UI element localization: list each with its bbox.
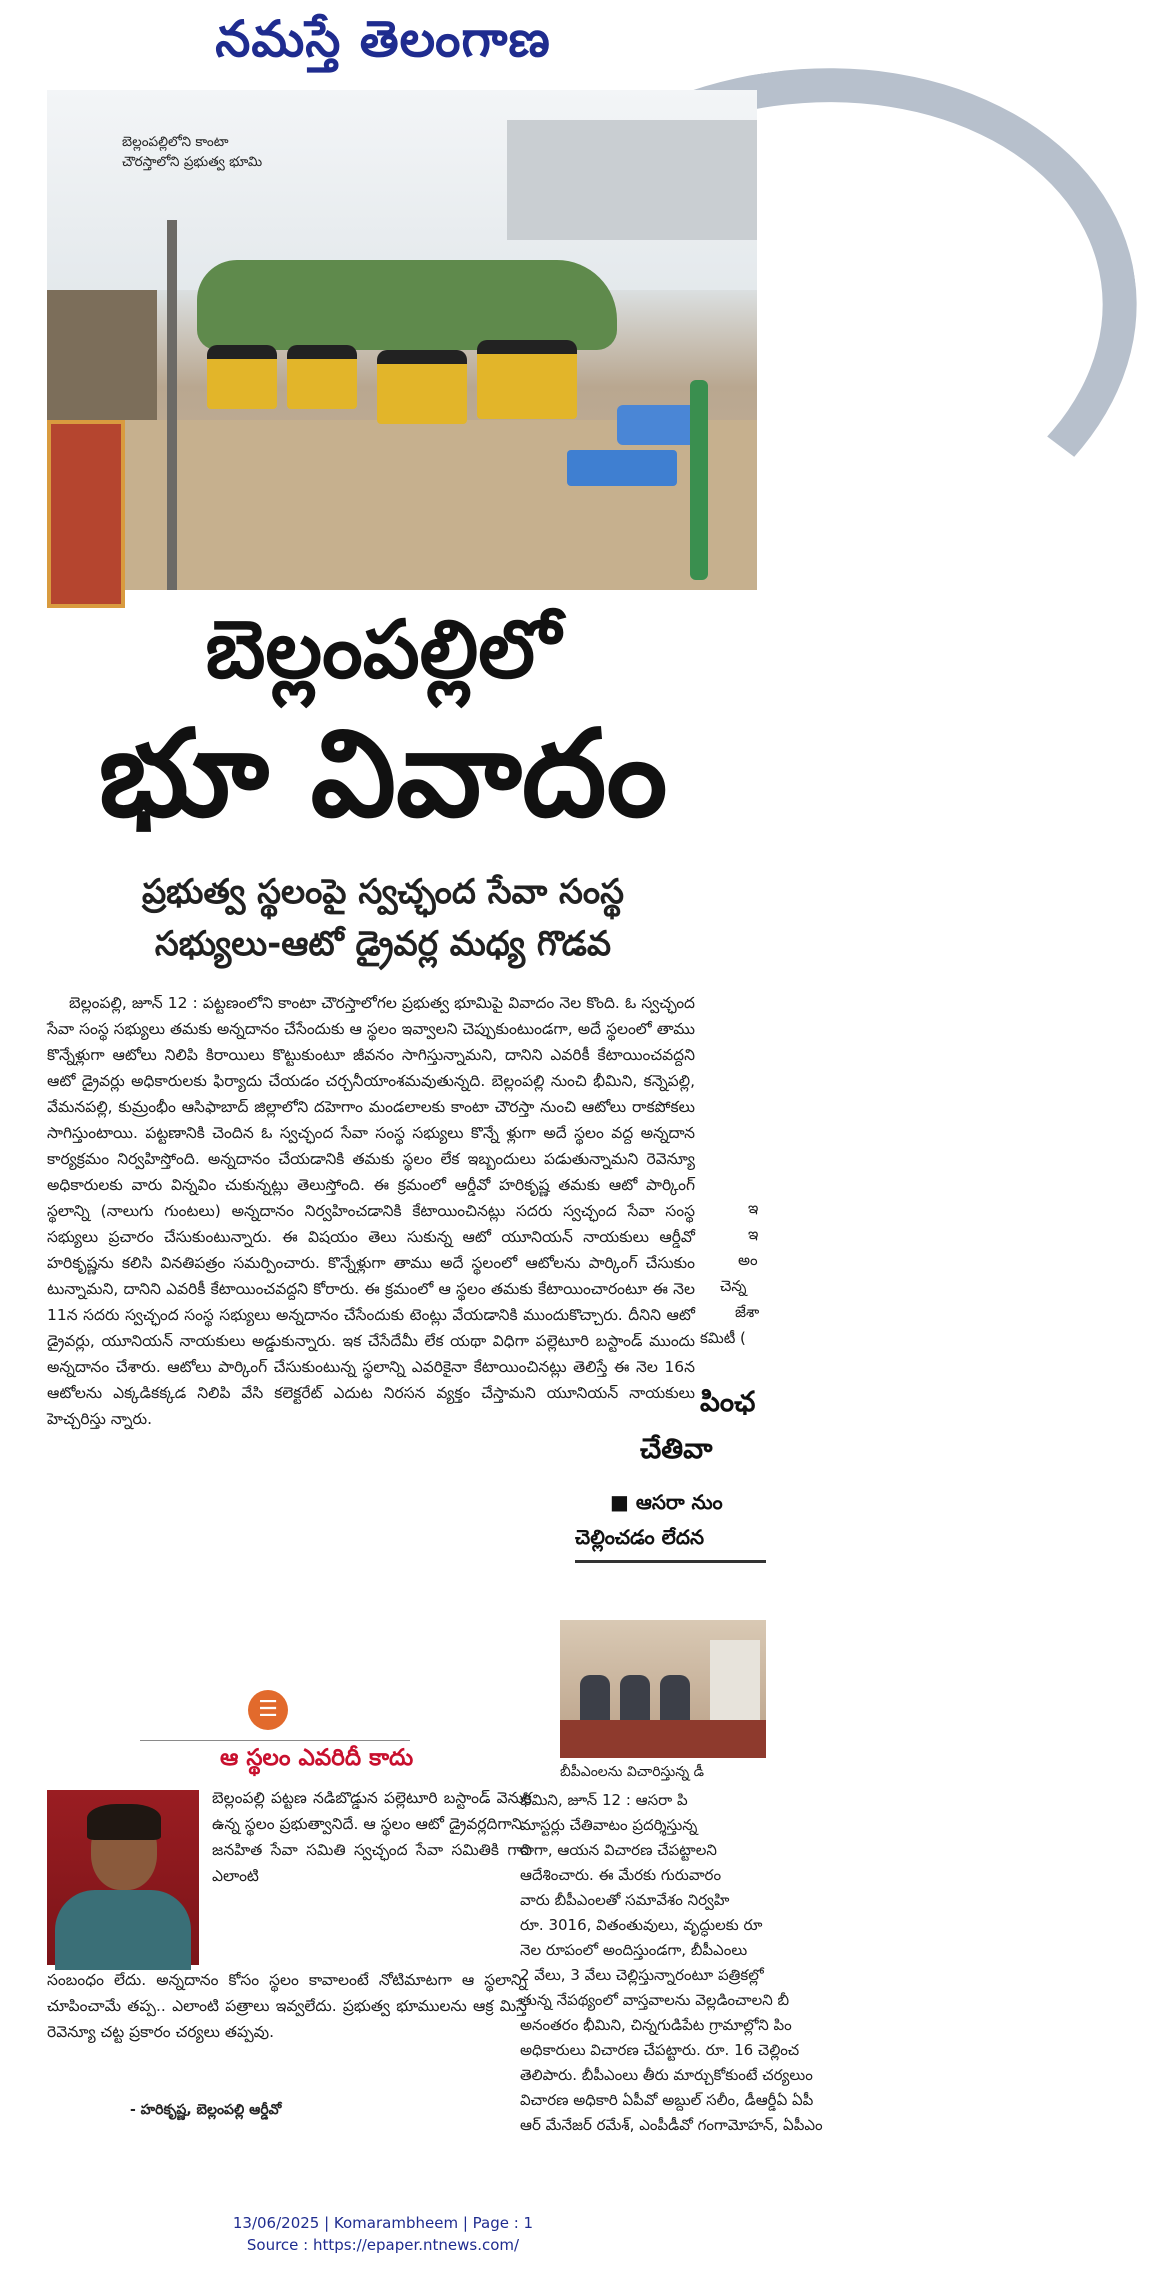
footer-edition: 13/06/2025 | Komarambheem | Page : 1 xyxy=(232,2214,534,2232)
headline-line2: భూ వివాదం xyxy=(98,705,668,844)
sidebar-signature: - హరికృష్ణ, బెల్లంపల్లి ఆర్డీవో xyxy=(130,2102,282,2118)
right-fragment: చెన్న xyxy=(720,1277,747,1295)
decorative-bar xyxy=(690,380,708,580)
sidebar-text-wrap: బెల్లంపల్లి పట్టణ నడిబొడ్డున పల్లెటూరి బస్టాండ్ వెనుక ఉన్న స్థలం ప్రభుత్వానిదే. ఆ స్థలం ఆటో డ్రైవర్లదిగాని.. జనహిత సేవా సమితి స్వచ్ఛంద సేవా సమితికి గాని ఎలాంటి xyxy=(212,1789,532,1885)
official-portrait xyxy=(47,1790,199,1965)
side-subhead-1: ■ ఆసరా నుం xyxy=(610,1490,723,1514)
painted-pillar xyxy=(47,420,125,608)
right-fragment: ఇ xyxy=(748,1199,759,1217)
auto-rickshaw xyxy=(207,345,277,409)
sidebar-text: సంబంధం లేదు. అన్నదానం కోసం స్థలం కావాలంటే నోటిమాటగా ఆ స్థలాన్ని చూపించామే తప్ప.. ఎలాంటి పత్రాలు ఇవ్వలేదు. ప్రభుత్వ భూములను ఆక్ర మిస్తే రెవెన్యూ చట్ట ప్రకారం చర్యలు తప్పవు. xyxy=(47,1971,527,2041)
right-fragment: కమిటీ ( xyxy=(700,1329,746,1347)
auto-rickshaw xyxy=(287,345,357,409)
masthead-title: నమస్తే తెలంగాణ xyxy=(215,9,551,68)
inquiry-photo xyxy=(560,1620,766,1758)
right-column-text: భీమిని, జూన్ 12 : ఆసరా పి మాస్టర్లు చేతివాటం ప్రదర్శిస్తున్న రాగా, ఆయన విచారణ చేపట్టాలని ఆదేశించారు. ఈ మేరకు గురువారం వారు బీపీఎంలతో సమావేశం నిర్వహి రూ. 3016, వితంతువులు, వృద్ధులకు రూ నెల రూపంలో అందిస్తుండగా, బీపీఎంలు 2 వేలు, 3 వేలు చెల్లిస్తున్నారంటూ పత్రికల్లో తున్న నేపథ్యంలో వాస్తవాలను వెల్లడించాలని బీ అనంతరం భీమిని, చిన్నగుడిపేట గ్రామాల్లోని పిం అధికారులు విచారణ చేపట్టారు. రూ. 16 చెల్లించ తెలిపారు. బీపీఎంలు తీరు మార్చుకోకుంటే చర్యలుం విచారణ అధికారి ఏపీవో అబ్దుల్ సలీం, డీఆర్డీఏ ఏపీ ఆర్ మేనేజర్ రమేశ్, ఎంపీడీవో గంగామోహన్, ఏపీఎం xyxy=(520,1791,823,2134)
right-fragment: ఇ xyxy=(748,1225,759,1243)
article-paragraph: బెల్లంపల్లి, జూన్ 12 : పట్టణంలోని కాంటా చౌరస్తాలోగల ప్రభుత్వ భూమిపై వివాదం నెల కొంది. ఓ స్వచ్ఛంద సేవా సంస్థ సభ్యులు తమకు అన్నదానం చేసేందుకు ఆ స్థలం ఇవ్వాలని చెప్పుకుంటుండగా, అదే స్థలంలో తాము కొన్నేళ్లుగా ఆటోలు నిలిపి కిరాయిలు కొట్టుకుంటూ జీవనం సాగిస్తున్నామని, దానిని ఎవరికీ కేటాయించవద్దని ఆటో డ్రైవర్లు అధికారులకు ఫిర్యాదు చేయడం చర్చనీయాంశమవుతున్నది. బెల్లంపల్లి నుంచి భీమిని, కన్నెపల్లి, వేమనపల్లి, కుమ్రంభీం ఆసిఫాబాద్ జిల్లాలోని దహెగాం మండలాలకు కాంటా చౌరస్తా నుంచి ఆటోలు రాకపోకలు సాగిస్తుంటాయి. పట్టణానికి చెందిన ఓ స్వచ్ఛంద సేవా సంస్థ సభ్యులు కొన్నే ళ్లుగా అదే స్థలం వద్ద అన్నదాన కార్యక్రమం నిర్వహిస్తోంది. అన్నదానం చేయడానికి తమకు స్థలం లేక ఇబ్బందులు పడుతున్నామని రెవెన్యూ అధికారులకు వారు విన్నవిం చుకున్నట్లు తెలుస్తోంది. ఈ క్రమంలో ఆర్డీవో హరికృష్ణ తమకు ఆటో పార్కింగ్ స్థలాన్ని (నాలుగు గుంటలు) అన్నదానం నిర్వహించడానికి కేటాయించినట్లు సదరు స్వచ్ఛంద సేవా సంస్థ సభ్యులు ప్రచారం చేసుకుంటున్నారు. ఈ విషయం తెలు సుకున్న ఆటో యూనియన్ నాయకులు ఆర్డీవో హరికృష్ణను కలిసి వినతిపత్రం సమర్పించారు. కొన్నేళ్లుగా తాము అదే స్థలంలో ఆటోలను పార్కింగ్ చేసుకుం టున్నామని, దానిని ఎవరికీ కేటాయించవద్దని కోరారు. ఈ క్రమంలో ఆ స్థలం తమకు కేటాయించారంటూ ఈ నెల 11న సదరు స్వచ్ఛంద సంస్థ సభ్యులు అన్నదానం చేసేందుకు టెంట్లు వేయడానికి ముందుకొచ్చారు. దీనిని ఆటో డ్రైవర్లు, యూనియన్ నాయకులు అడ్డుకున్నారు. ఇక చేసేదేమీ లేక యథా విధిగా పల్లెటూరి బస్టాండ్ ముందు అన్నదానం చేశారు. ఆటోలు పార్కింగ్ చేసుకుంటున్న స్థలాన్ని ఎవరికైనా కేటాయించినట్లు తెలిస్తే ఈ నెల 16న ఆటోలను ఎక్కడికక్కడ నిలిపి వేసి కలెక్టరేట్ ఎదుట నిరసన వ్యక్తం చేస్తామని యూనియన్ నాయకులు హెచ్చరిస్తు న్నారు. xyxy=(47,994,695,1428)
auto-rickshaw xyxy=(377,350,467,424)
side-headline-2: చేతివా xyxy=(640,1432,713,1465)
sidebar-divider xyxy=(140,1740,410,1741)
blue-bench xyxy=(567,450,677,486)
notes-icon: ☰ xyxy=(248,1690,288,1730)
side-headline-1: పింఛ xyxy=(700,1385,756,1418)
article-body xyxy=(47,990,695,1432)
right-fragment: జేశా xyxy=(735,1303,760,1321)
photo-caption: బెల్లంపల్లిలోని కాంటా చౌరస్తాలోని ప్రభుత్వ భూమి xyxy=(122,134,263,170)
subheadline-line1: ప్రభుత్వ స్థలంపై స్వచ్ఛంద సేవా సంస్థ xyxy=(141,872,625,912)
side-subhead-2: చెల్లించడం లేదన xyxy=(575,1525,704,1549)
section-divider xyxy=(575,1560,766,1563)
news-photo xyxy=(47,90,757,585)
footer-source[interactable]: Source : https://epaper.ntnews.com/ xyxy=(246,2236,520,2254)
electric-pole xyxy=(167,220,177,590)
inquiry-photo-caption: బీపీఎంలను విచారిస్తున్న డీ xyxy=(560,1764,705,1780)
right-fragment: అం xyxy=(738,1251,758,1269)
sidebar-title: ఆ స్థలం ఎవరిదీ కాదు xyxy=(220,1745,414,1771)
auto-rickshaw xyxy=(477,340,577,419)
headline-line1: బెల్లంపల్లిలో xyxy=(205,603,561,696)
blue-bench xyxy=(617,405,697,445)
page-footer xyxy=(0,2212,766,2256)
subheadline-line2: సభ్యులు-ఆటో డ్రైవర్ల మధ్య గొడవ xyxy=(154,924,612,964)
